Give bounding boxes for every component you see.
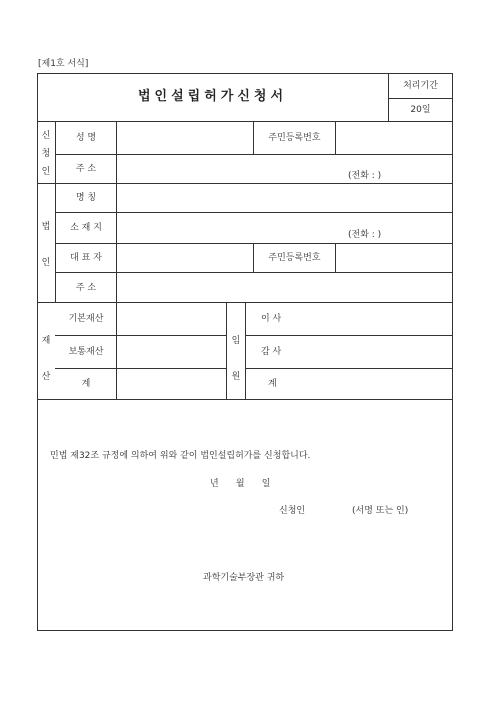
corporation-name-label: 명 칭 bbox=[75, 193, 97, 203]
corporation-address-label: 주 소 bbox=[75, 283, 97, 293]
auditors-label: 감 사 bbox=[261, 347, 282, 357]
applicant-address-field[interactable] bbox=[117, 155, 452, 183]
processing-period-label: 처리기간 bbox=[403, 81, 438, 91]
applicant-rrn-label: 주민등록번호 bbox=[268, 133, 321, 143]
auditors-field[interactable] bbox=[246, 336, 452, 368]
basic-assets-label: 기본재산 bbox=[68, 314, 104, 324]
assets-section-label: 재 산 bbox=[41, 336, 51, 382]
form-label: [제1호 서식] bbox=[38, 59, 89, 69]
directors-field[interactable] bbox=[246, 303, 452, 335]
corporation-address-field[interactable] bbox=[117, 273, 452, 302]
general-assets-label: 보통재산 bbox=[68, 347, 104, 357]
signature-note: (서명 또는 인) bbox=[352, 506, 409, 516]
applicant-name-label: 성 명 bbox=[75, 133, 97, 143]
corporation-phone-label: (전화 : ) bbox=[348, 230, 382, 240]
application-statement: 민법 제32조 규정에 의하여 위와 같이 법인설립허가를 신청합니다. bbox=[50, 451, 311, 461]
recipient-line: 과학기술부장관 귀하 bbox=[203, 573, 285, 583]
corporation-location-label: 소 재 지 bbox=[70, 223, 102, 233]
processing-period-value: 20일 bbox=[410, 105, 431, 115]
applicant-phone-label: (전화 : ) bbox=[348, 171, 382, 181]
representative-rrn-field[interactable] bbox=[336, 244, 452, 272]
date-line: 년 월 일 bbox=[210, 479, 271, 489]
basic-assets-field[interactable] bbox=[117, 303, 225, 335]
officers-section-label: 임 원 bbox=[231, 336, 241, 382]
corporation-location-field[interactable] bbox=[117, 213, 452, 243]
signer-name-field[interactable] bbox=[310, 500, 350, 520]
representative-field[interactable] bbox=[117, 244, 252, 272]
applicant-address-label: 주 소 bbox=[75, 164, 97, 174]
applicant-rrn-field[interactable] bbox=[336, 122, 452, 154]
general-assets-field[interactable] bbox=[117, 336, 225, 368]
applicant-name-field[interactable] bbox=[117, 122, 252, 154]
applicant-section-label: 신 청 인 bbox=[41, 131, 51, 177]
directors-label: 이 사 bbox=[261, 314, 282, 324]
assets-total-label: 계 bbox=[81, 379, 91, 389]
assets-total-field[interactable] bbox=[117, 369, 225, 399]
representative-label: 대 표 자 bbox=[70, 253, 102, 263]
officers-total-field[interactable] bbox=[246, 369, 452, 399]
corporation-section-label: 법 인 bbox=[41, 222, 51, 268]
corporation-name-field[interactable] bbox=[117, 184, 452, 212]
form-title: 법인설립허가신청서 bbox=[137, 89, 288, 104]
officers-total-label: 계 bbox=[268, 379, 277, 389]
representative-rrn-label: 주민등록번호 bbox=[268, 253, 321, 263]
signer-label: 신청인 bbox=[279, 506, 306, 516]
